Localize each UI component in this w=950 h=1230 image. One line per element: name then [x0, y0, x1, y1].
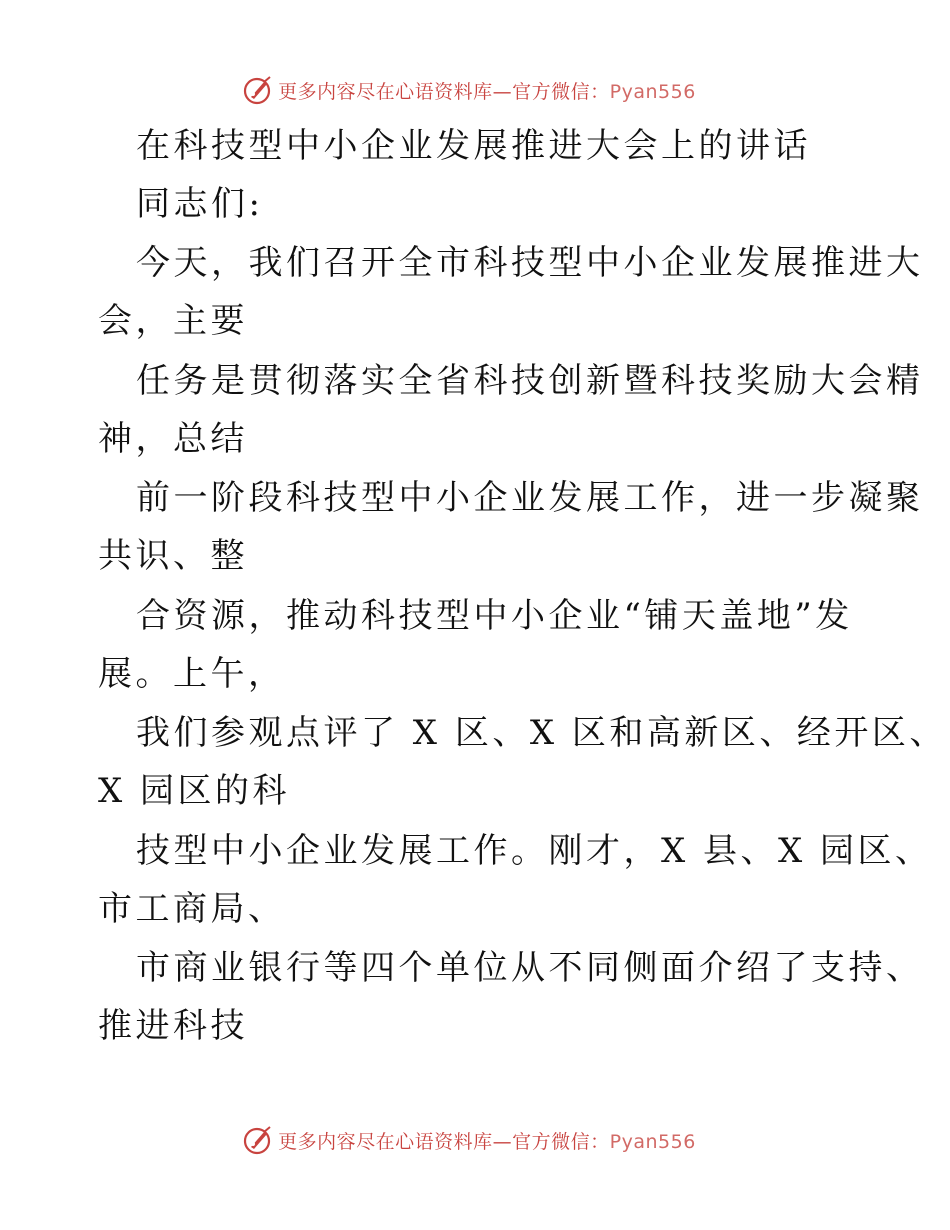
paragraph-line: 会，主要	[98, 301, 248, 341]
paragraph-line: X 园区的科	[98, 771, 291, 811]
paragraph-line: 市商业银行等四个单位从不同侧面介绍了支持、	[136, 948, 924, 988]
paragraph-line: 神，总结	[98, 419, 248, 459]
paragraph-line: 技型中小企业发展工作。刚才，X 县、X 园区、	[136, 831, 933, 871]
paragraph-line: 今天，我们召开全市科技型中小企业发展推进大	[136, 243, 924, 283]
paragraph-line: 我们参观点评了 X 区、X 区和高新区、经开区、	[136, 713, 947, 753]
salutation: 同志们:	[136, 184, 264, 224]
header-watermark	[0, 72, 950, 108]
paragraph-line: 展。上午，	[98, 654, 286, 694]
paragraph-line: 市工商局、	[98, 889, 286, 929]
watermark-text: 更多内容尽在心语资料库—官方微信：Pyan556	[278, 80, 696, 103]
wechat-id: Pyan556	[609, 80, 696, 103]
quill-pen-logo-icon	[242, 1124, 274, 1156]
paragraph-line: 前一阶段科技型中小企业发展工作，进一步凝聚	[136, 478, 924, 518]
footer-watermark	[0, 1122, 950, 1158]
paragraph-line: 推进科技	[98, 1006, 248, 1046]
document-title: 在科技型中小企业发展推进大会上的讲话	[136, 126, 811, 166]
paragraph-line: 任务是贯彻落实全省科技创新暨科技奖励大会精	[136, 361, 924, 401]
wechat-id: Pyan556	[609, 1130, 696, 1153]
paragraph-line: 合资源，推动科技型中小企业“铺天盖地”发	[136, 596, 853, 636]
quill-pen-logo-icon	[242, 74, 274, 106]
paragraph-line: 共识、整	[98, 536, 248, 576]
watermark-text: 更多内容尽在心语资料库—官方微信：Pyan556	[278, 1130, 696, 1153]
